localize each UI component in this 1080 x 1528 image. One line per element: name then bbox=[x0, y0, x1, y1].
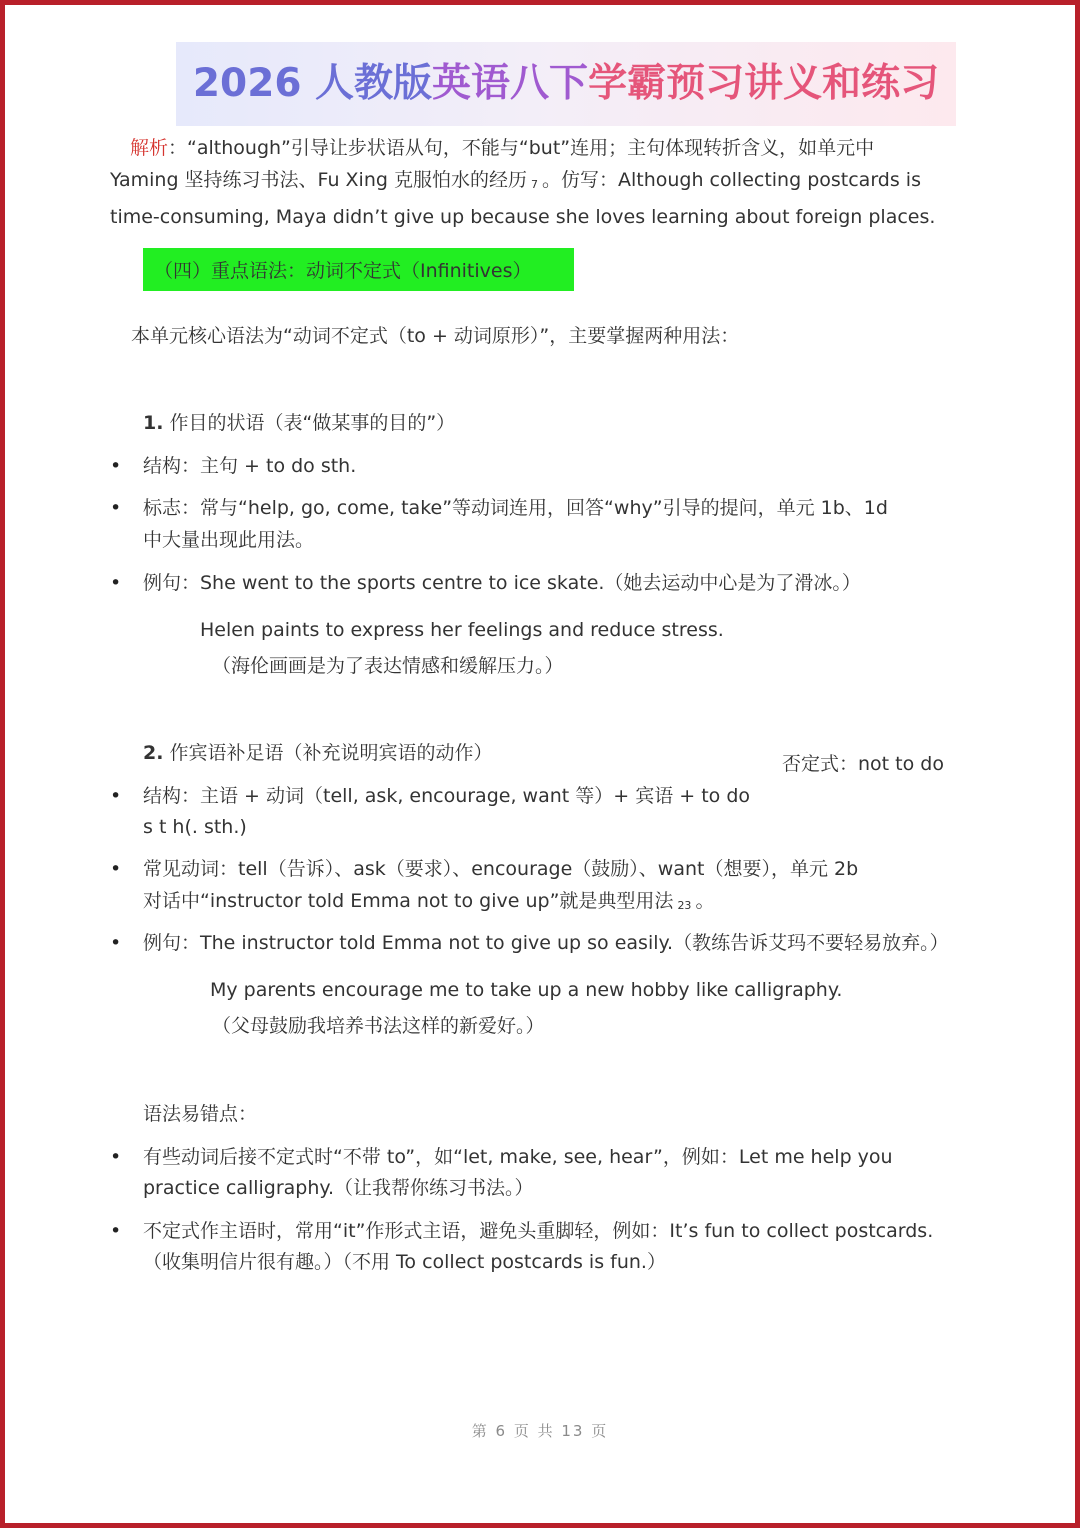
analysis-paragraph bbox=[110, 132, 950, 233]
analysis-footnote-ref: 7 bbox=[530, 178, 538, 191]
page-number-footer: 第 6 页 共 13 页 bbox=[471, 1422, 609, 1440]
bullet-dot: • bbox=[110, 497, 122, 519]
bullet-dot: • bbox=[110, 572, 122, 594]
part2-number: 2. bbox=[143, 742, 164, 764]
part2-negative-form: 否定式：not to do bbox=[782, 753, 944, 775]
part1-example-2: Helen paints to express her feelings and reduce stress. bbox=[200, 619, 724, 641]
part2-structure-line-2: s t h(. sth.) bbox=[143, 816, 247, 838]
part2-verbs-line-2 bbox=[143, 886, 714, 921]
part2-heading bbox=[143, 738, 493, 768]
errors-item-1-line-1: 有些动词后接不定式时“不带 to”，如“let, make, see, hear”，例如：Let me help you bbox=[143, 1146, 893, 1168]
page-title bbox=[176, 58, 956, 110]
errors-heading: 语法易错点： bbox=[143, 1103, 258, 1125]
analysis-label: 解析 bbox=[130, 137, 169, 159]
part2-footnote-ref: 23 bbox=[677, 899, 692, 912]
part1-heading bbox=[143, 408, 455, 438]
title-part-3: 学霸预习讲义和练习 bbox=[588, 61, 940, 106]
part1-number: 1. bbox=[143, 412, 164, 434]
bullet-dot: • bbox=[110, 1146, 122, 1168]
title-part-1: 2026 人教版 bbox=[192, 61, 433, 106]
analysis-line-2b: 。仿写：Although collecting postcards is bbox=[541, 169, 921, 191]
bullet-dot: • bbox=[110, 932, 122, 954]
analysis-line-1: ：“although”引导让步状语从句，不能与“but”连用；主句体现转折含义，如单元中 bbox=[168, 137, 875, 159]
intro-text: 本单元核心语法为“动词不定式（to + 动词原形）”，主要掌握两种用法： bbox=[131, 325, 740, 347]
part1-structure: 结构：主句 + to do sth. bbox=[143, 455, 357, 477]
part2-verbs-line-2b: 。 bbox=[695, 890, 715, 912]
errors-item-1-line-2: practice calligraphy.（让我帮你练习书法。） bbox=[143, 1177, 534, 1199]
section-heading: （四）重点语法：动词不定式（Infinitives） bbox=[154, 260, 532, 282]
part2-verbs-line-1: 常见动词：tell（告诉）、ask（要求）、encourage（鼓励）、want（想要），单元 2b bbox=[143, 858, 859, 880]
title-part-2: 英语八下 bbox=[432, 61, 589, 106]
bullet-dot: • bbox=[110, 455, 122, 477]
errors-item-2-line-1: 不定式作主语时，常用“it”作形式主语，避免头重脚轻，例如：It’s fun to collect postcards. bbox=[143, 1220, 934, 1242]
part2-example-2: My parents encourage me to take up a new hobby like calligraphy. bbox=[210, 979, 843, 1001]
part2-example-1: 例句：The instructor told Emma not to give up so easily.（教练告诉艾玛不要轻易放弃。） bbox=[143, 932, 949, 954]
bullet-dot: • bbox=[110, 1220, 122, 1242]
bullet-dot: • bbox=[110, 858, 122, 880]
part2-structure-line-1: 结构：主语 + 动词（tell, ask, encourage, want 等）+ 宾语 + to do bbox=[143, 785, 750, 807]
part1-heading-text: 作目的状语（表“做某事的目的”） bbox=[169, 412, 456, 434]
part2-heading-text: 作宾语补足语（补充说明宾语的动作） bbox=[169, 742, 493, 764]
errors-item-2-line-2: （收集明信片很有趣。）（不用 To collect postcards is fun.） bbox=[143, 1251, 666, 1273]
analysis-line-3: time-consuming, Maya didn’t give up because she loves learning about foreign places. bbox=[110, 206, 936, 228]
part1-mark-line-1: 标志：常与“help, go, come, take”等动词连用，回答“why”引导的提问，单元 1b、1d bbox=[143, 497, 888, 519]
part2-verbs-line-2a: 对话中“instructor told Emma not to give up”就是典型用法 bbox=[143, 890, 674, 912]
part1-example-1: 例句：She went to the sports centre to ice skate.（她去运动中心是为了滑冰。） bbox=[143, 572, 861, 594]
part1-example-2-translation: （海伦画画是为了表达情感和缓解压力。） bbox=[212, 655, 564, 677]
analysis-line-2a: Yaming 坚持练习书法、Fu Xing 克服怕水的经历 bbox=[110, 169, 527, 191]
part2-example-2-translation: （父母鼓励我培养书法这样的新爱好。） bbox=[212, 1015, 545, 1037]
bullet-dot: • bbox=[110, 785, 122, 807]
part1-mark-line-2: 中大量出现此用法。 bbox=[143, 529, 315, 551]
